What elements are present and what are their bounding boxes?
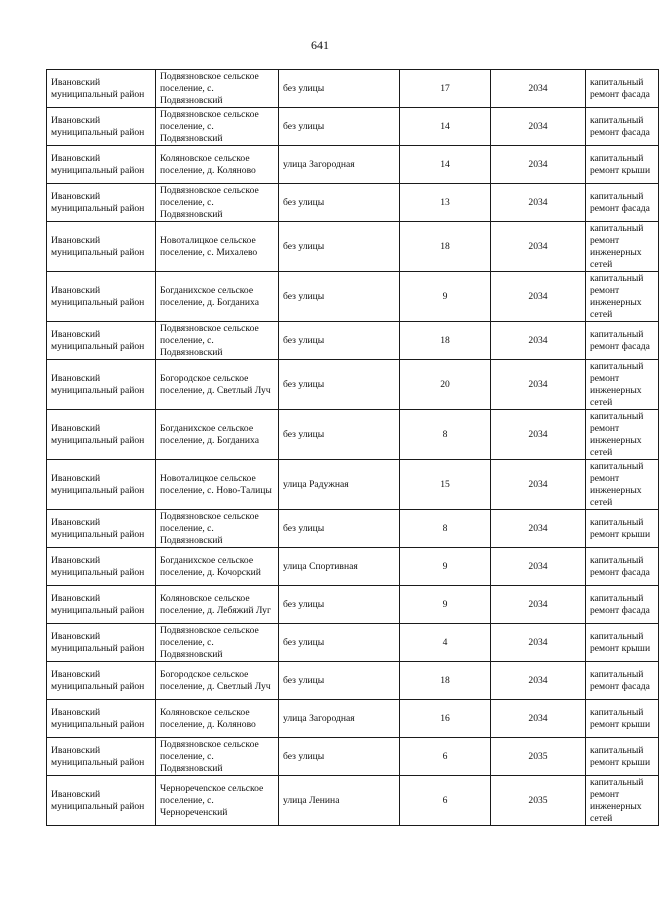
- district-cell: Ивановский муниципальный район: [47, 586, 156, 624]
- district-cell: Ивановский муниципальный район: [47, 70, 156, 108]
- street-cell: без улицы: [279, 222, 400, 272]
- year-cell: 2034: [491, 322, 586, 360]
- count-cell: 20: [400, 360, 491, 410]
- settlement-cell: Богородское сельское поселение, д. Светлый Луч: [156, 662, 279, 700]
- work-type-cell: капитальный ремонт фасада: [586, 184, 659, 222]
- work-type-cell: капитальный ремонт фасада: [586, 586, 659, 624]
- district-cell: Ивановский муниципальный район: [47, 776, 156, 826]
- work-type-cell: капитальный ремонт фасада: [586, 70, 659, 108]
- street-cell: улица Радужная: [279, 460, 400, 510]
- table-row: [47, 460, 659, 510]
- street-cell: без улицы: [279, 624, 400, 662]
- count-cell: 16: [400, 700, 491, 738]
- year-cell: 2035: [491, 776, 586, 826]
- settlement-cell: Коляновское сельское поселение, д. Коляново: [156, 146, 279, 184]
- street-cell: без улицы: [279, 108, 400, 146]
- work-type-cell: капитальный ремонт инженерных сетей: [586, 222, 659, 272]
- year-cell: 2034: [491, 410, 586, 460]
- settlement-cell: Богданихское сельское поселение, д. Богданиха: [156, 410, 279, 460]
- work-type-cell: капитальный ремонт крыши: [586, 624, 659, 662]
- table-row: [47, 272, 659, 322]
- district-cell: Ивановский муниципальный район: [47, 108, 156, 146]
- table-body: [47, 70, 659, 826]
- street-cell: без улицы: [279, 322, 400, 360]
- street-cell: улица Загородная: [279, 700, 400, 738]
- count-cell: 4: [400, 624, 491, 662]
- street-cell: улица Загородная: [279, 146, 400, 184]
- count-cell: 18: [400, 222, 491, 272]
- work-type-cell: капитальный ремонт инженерных сетей: [586, 776, 659, 826]
- street-cell: улица Спортивная: [279, 548, 400, 586]
- street-cell: без улицы: [279, 70, 400, 108]
- settlement-cell: Подвязновское сельское поселение, с. Подвязновский: [156, 322, 279, 360]
- year-cell: 2034: [491, 510, 586, 548]
- year-cell: 2034: [491, 184, 586, 222]
- year-cell: 2034: [491, 222, 586, 272]
- settlement-cell: Подвязновское сельское поселение, с. Подвязновский: [156, 738, 279, 776]
- district-cell: Ивановский муниципальный район: [47, 322, 156, 360]
- district-cell: Ивановский муниципальный район: [47, 184, 156, 222]
- street-cell: без улицы: [279, 586, 400, 624]
- table-row: [47, 70, 659, 108]
- work-type-cell: капитальный ремонт инженерных сетей: [586, 272, 659, 322]
- year-cell: 2034: [491, 460, 586, 510]
- settlement-cell: Новоталицкое сельское поселение, с. Ново-Талицы: [156, 460, 279, 510]
- settlement-cell: Подвязновское сельское поселение, с. Подвязновский: [156, 510, 279, 548]
- district-cell: Ивановский муниципальный район: [47, 624, 156, 662]
- year-cell: 2034: [491, 360, 586, 410]
- settlement-cell: Черноречenское сельское поселение, с. Черноречeнский: [156, 776, 279, 826]
- settlement-cell: Богданихское сельское поселение, д. Богданиха: [156, 272, 279, 322]
- settlement-cell: Подвязновское сельское поселение, с. Подвязновский: [156, 108, 279, 146]
- year-cell: 2034: [491, 272, 586, 322]
- settlement-cell: Подвязновское сельское поселение, с. Подвязновский: [156, 184, 279, 222]
- district-cell: Ивановский муниципальный район: [47, 360, 156, 410]
- page-number: 641: [311, 38, 329, 52]
- year-cell: 2034: [491, 548, 586, 586]
- district-cell: Ивановский муниципальный район: [47, 222, 156, 272]
- year-cell: 2034: [491, 108, 586, 146]
- year-cell: 2034: [491, 70, 586, 108]
- count-cell: 17: [400, 70, 491, 108]
- district-cell: Ивановский муниципальный район: [47, 662, 156, 700]
- table-row: [47, 662, 659, 700]
- district-cell: Ивановский муниципальный район: [47, 510, 156, 548]
- work-type-cell: капитальный ремонт крыши: [586, 510, 659, 548]
- street-cell: без улицы: [279, 510, 400, 548]
- table-row: [47, 586, 659, 624]
- table-row: [47, 510, 659, 548]
- street-cell: без улицы: [279, 738, 400, 776]
- street-cell: без улицы: [279, 272, 400, 322]
- table-row: [47, 548, 659, 586]
- street-cell: без улицы: [279, 184, 400, 222]
- district-cell: Ивановский муниципальный район: [47, 460, 156, 510]
- settlement-cell: Коляновское сельское поселение, д. Коляново: [156, 700, 279, 738]
- year-cell: 2034: [491, 700, 586, 738]
- count-cell: 8: [400, 510, 491, 548]
- table-row: [47, 776, 659, 826]
- table-row: [47, 700, 659, 738]
- settlement-cell: Новоталицкое сельское поселение, с. Михалево: [156, 222, 279, 272]
- settlement-cell: Коляновское сельское поселение, д. Лебяжий Луг: [156, 586, 279, 624]
- work-type-cell: капитальный ремонт крыши: [586, 738, 659, 776]
- count-cell: 6: [400, 738, 491, 776]
- count-cell: 18: [400, 322, 491, 360]
- district-cell: Ивановский муниципальный район: [47, 272, 156, 322]
- count-cell: 6: [400, 776, 491, 826]
- work-type-cell: капитальный ремонт инженерных сетей: [586, 360, 659, 410]
- work-type-cell: капитальный ремонт инженерных сетей: [586, 410, 659, 460]
- count-cell: 18: [400, 662, 491, 700]
- settlement-cell: Подвязновское сельское поселение, с. Подвязновский: [156, 624, 279, 662]
- year-cell: 2034: [491, 662, 586, 700]
- table-row: [47, 624, 659, 662]
- district-cell: Ивановский муниципальный район: [47, 700, 156, 738]
- street-cell: без улицы: [279, 662, 400, 700]
- work-type-cell: капитальный ремонт фасада: [586, 662, 659, 700]
- district-cell: Ивановский муниципальный район: [47, 410, 156, 460]
- table-row: [47, 360, 659, 410]
- count-cell: 9: [400, 272, 491, 322]
- count-cell: 8: [400, 410, 491, 460]
- street-cell: без улицы: [279, 360, 400, 410]
- work-type-cell: капитальный ремонт фасада: [586, 108, 659, 146]
- table-row: [47, 108, 659, 146]
- table-row: [47, 184, 659, 222]
- year-cell: 2034: [491, 586, 586, 624]
- table-row: [47, 222, 659, 272]
- table-row: [47, 146, 659, 184]
- year-cell: 2034: [491, 146, 586, 184]
- district-cell: Ивановский муниципальный район: [47, 738, 156, 776]
- table-row: [47, 322, 659, 360]
- settlement-cell: Богданихское сельское поселение, д. Кочорский: [156, 548, 279, 586]
- year-cell: 2035: [491, 738, 586, 776]
- count-cell: 14: [400, 108, 491, 146]
- settlement-cell: Богородское сельское поселение, д. Светлый Луч: [156, 360, 279, 410]
- count-cell: 9: [400, 548, 491, 586]
- work-type-cell: капитальный ремонт фасада: [586, 322, 659, 360]
- count-cell: 9: [400, 586, 491, 624]
- district-cell: Ивановский муниципальный район: [47, 548, 156, 586]
- district-cell: Ивановский муниципальный район: [47, 146, 156, 184]
- count-cell: 15: [400, 460, 491, 510]
- year-cell: 2034: [491, 624, 586, 662]
- table-row: [47, 410, 659, 460]
- count-cell: 14: [400, 146, 491, 184]
- count-cell: 13: [400, 184, 491, 222]
- work-type-cell: капитальный ремонт крыши: [586, 146, 659, 184]
- settlement-cell: Подвязновское сельское поселение, с. Подвязновский: [156, 70, 279, 108]
- street-cell: без улицы: [279, 410, 400, 460]
- work-type-cell: капитальный ремонт инженерных сетей: [586, 460, 659, 510]
- work-type-cell: капитальный ремонт крыши: [586, 700, 659, 738]
- housing-repair-table: [46, 69, 659, 826]
- table-row: [47, 738, 659, 776]
- street-cell: улица Ленина: [279, 776, 400, 826]
- work-type-cell: капитальный ремонт фасада: [586, 548, 659, 586]
